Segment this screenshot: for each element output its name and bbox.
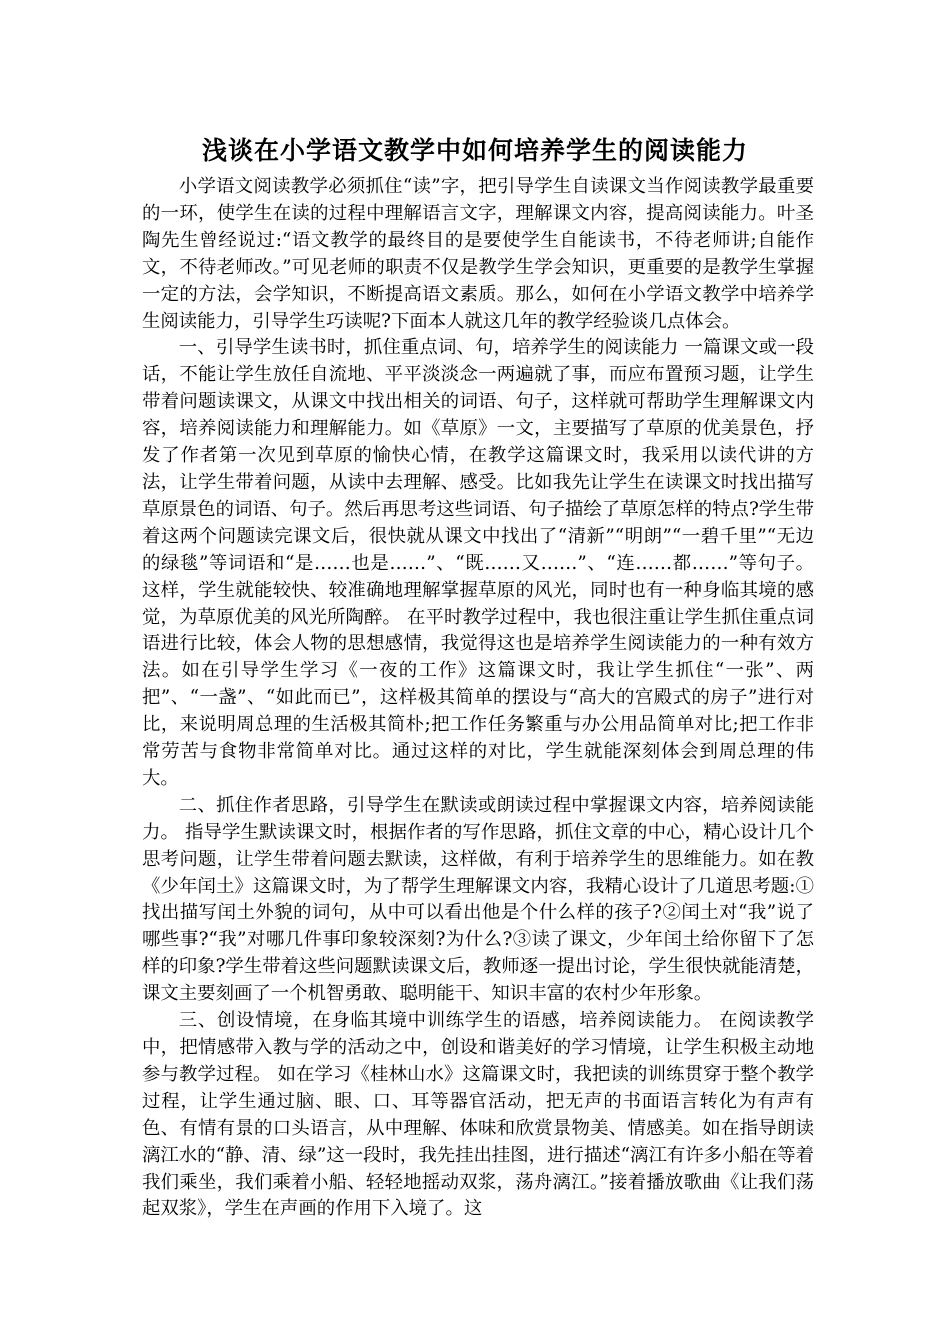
- paragraph-section-3: 三、创设情境，在身临其境中训练学生的语感，培养阅读能力。 在阅读教学中，把情感带入教与学的活动之中，创设和谐美好的学习情境，让学生积极主动地参与教学过程。 如在学习《桂林山水》这篇课文时，我把读的训练贯穿于整个教学过程，让学生通过脑、眼、口、耳等器官活动，把无声的书面语言转化为有声有色、有情有景的口头语言，从中理解、体味和欣赏景物美、情感美。如在指导朗读漓江水的“静、清、绿”这一段时，我先挂出挂图，进行描述“漓江有许多小船在等着我们乘坐，我们乘着小船、轻轻地摇动双浆，荡舟漓江。”接着播放歌曲《让我们荡起双浆》，学生在声画的作用下入境了。这: [142, 1010, 814, 1220]
- document-title: 浅谈在小学语文教学中如何培养学生的阅读能力: [201, 136, 748, 165]
- document-body: [142, 174, 814, 1223]
- paragraph-section-1: 一、引导学生读书时，抓住重点词、句，培养学生的阅读能力 一篇课文或一段话，不能让学生放任自流地、平平淡淡念一两遍就了事，而应布置预习题，让学生带着问题读课文，从课文中找出相关的词语、句子，这样就可帮助学生理解课文内容，培养阅读能力和理解能力。如《草原》一文，主要描写了草原的优美景色，抒发了作者第一次见到草原的愉快心情，在教学这篇课文时，我采用以读代讲的方法，让学生带着问题，从读中去理解、感受。比如我先让学生在读课文时找出描写草原景色的词语、句子。然后再思考这些词语、句子描绘了草原怎样的特点?学生带着这两个问题读完课文后，很快就从课文中找出了“清新”“明朗”“一碧千里”“无边的绿毯”等词语和“是……也是……”、“既……又……”、“连……都……”等句子。这样，学生就能较快、较准确地理解掌握草原的风光，同时也有一种身临其境的感觉，为草原优美的风光所陶醉。 在平时教学过程中，我也很注重让学生抓住重点词语进行比较，体会人物的思想感情，我觉得这也是培养学生阅读能力的一种有效方法。如在引导学生学习《一夜的工作》这篇课文时，我让学生抓住“一张”、两把”、“一盏”、“如此而已”，这样极其简单的摆设与“高大的宫殿式的房子”进行对比，来说明周总理的生活极其简朴;把工作任务繁重与办公用品简单对比;把工作非常劳苦与食物非常简单对比。通过这样的对比，学生就能深刻体会到周总理的伟大。: [142, 337, 814, 789]
- paragraph-section-2: 二、抓住作者思路，引导学生在默读或朗读过程中掌握课文内容，培养阅读能力。 指导学生默读课文时，根据作者的写作思路，抓住文章的中心，精心设计几个思考问题，让学生带着问题去默读，这样做，有利于培养学生的思维能力。如在教《少年闰土》这篇课文时，为了帮学生理解课文内容，我精心设计了几道思考题:①找出描写闰土外貌的词句，从中可以看出他是个什么样的孩子?②闰土对“我”说了哪些事?“我”对哪几件事印象较深刻?为什么?③读了课文，少年闰土给你留下了怎样的印象?学生带着这些问题默读课文后，教师逐一提出讨论，学生很快就能清楚，课文主要刻画了一个机智勇敢、聪明能干、知识丰富的农村少年形象。: [142, 794, 814, 1005]
- paragraph-intro: 小学语文阅读教学必须抓住“读”字，把引导学生自读课文当作阅读教学最重要的一环，使学生在读的过程中理解语言文字，理解课文内容，提高阅读能力。叶圣陶先生曾经说过:“语文教学的最终目的是要使学生自能读书，不待老师讲;自能作文，不待老师改。”可见老师的职责不仅是教学生学会知识，更重要的是教学生掌握一定的方法，会学知识，不断提高语文素质。那么，如何在小学语文教学中培养学生阅读能力，引导学生巧读呢?下面本人就这几年的教学经验谈几点体会。: [142, 176, 814, 332]
